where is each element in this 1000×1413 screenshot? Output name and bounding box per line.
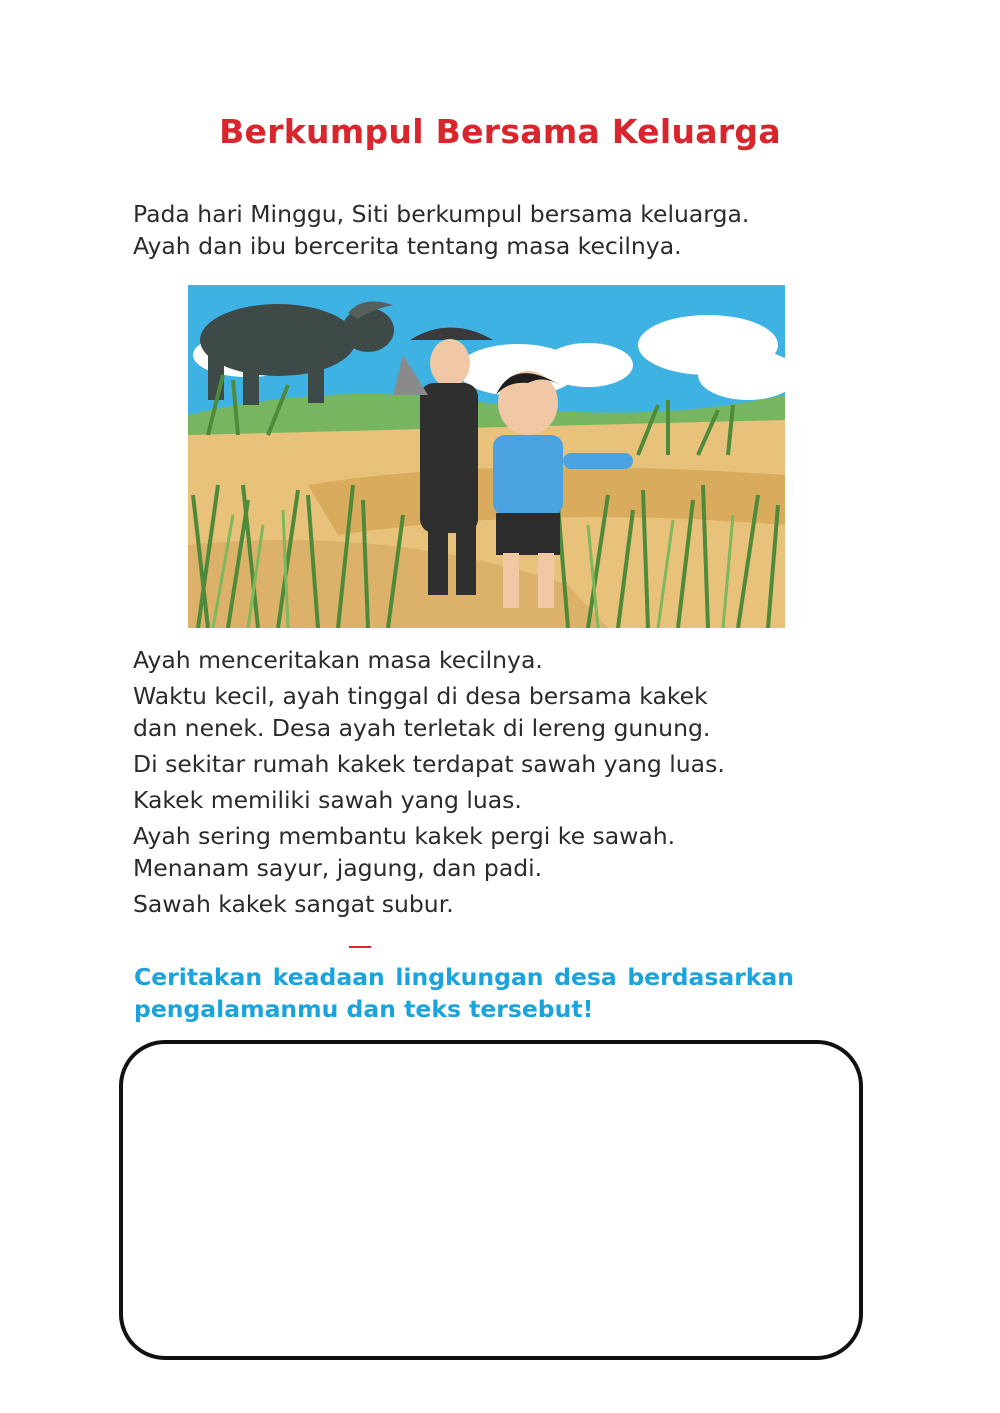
story-line: Ayah menceritakan masa kecilnya. [133, 646, 543, 674]
farm-illustration [188, 285, 785, 628]
intro-line: Ayah dan ibu bercerita tentang masa kecilnya. [133, 232, 682, 260]
story-line: Waktu kecil, ayah tinggal di desa bersama kakek [133, 682, 708, 710]
story-line: Ayah sering membantu kakek pergi ke sawah. [133, 822, 676, 850]
story-paragraph [133, 820, 725, 884]
intro-line: Pada hari Minggu, Siti berkumpul bersama keluarga. [133, 200, 750, 228]
story-line: Menanam sayur, jagung, dan padi. [133, 854, 543, 882]
page-title: Berkumpul Bersama Keluarga [219, 112, 781, 151]
story-line: Sawah kakek sangat subur. [133, 890, 454, 918]
red-divider-mark [349, 946, 371, 948]
story-line: dan nenek. Desa ayah terletak di lereng gunung. [133, 714, 711, 742]
instruction-line: Ceritakan keadaan lingkungan desa berdasarkan [134, 963, 794, 991]
story-paragraph [133, 680, 725, 744]
story-paragraph [133, 784, 725, 816]
story-line: Kakek memiliki sawah yang luas. [133, 786, 522, 814]
answer-box[interactable] [119, 1040, 863, 1360]
instruction-text [134, 961, 794, 1025]
story-line: Di sekitar rumah kakek terdapat sawah yang luas. [133, 750, 725, 778]
story-paragraph [133, 888, 725, 920]
intro-paragraph [133, 198, 749, 262]
story-paragraph [133, 644, 725, 676]
story-paragraph [133, 748, 725, 780]
instruction-line: pengalamanmu dan teks tersebut! [134, 995, 594, 1023]
story-text [133, 644, 725, 924]
